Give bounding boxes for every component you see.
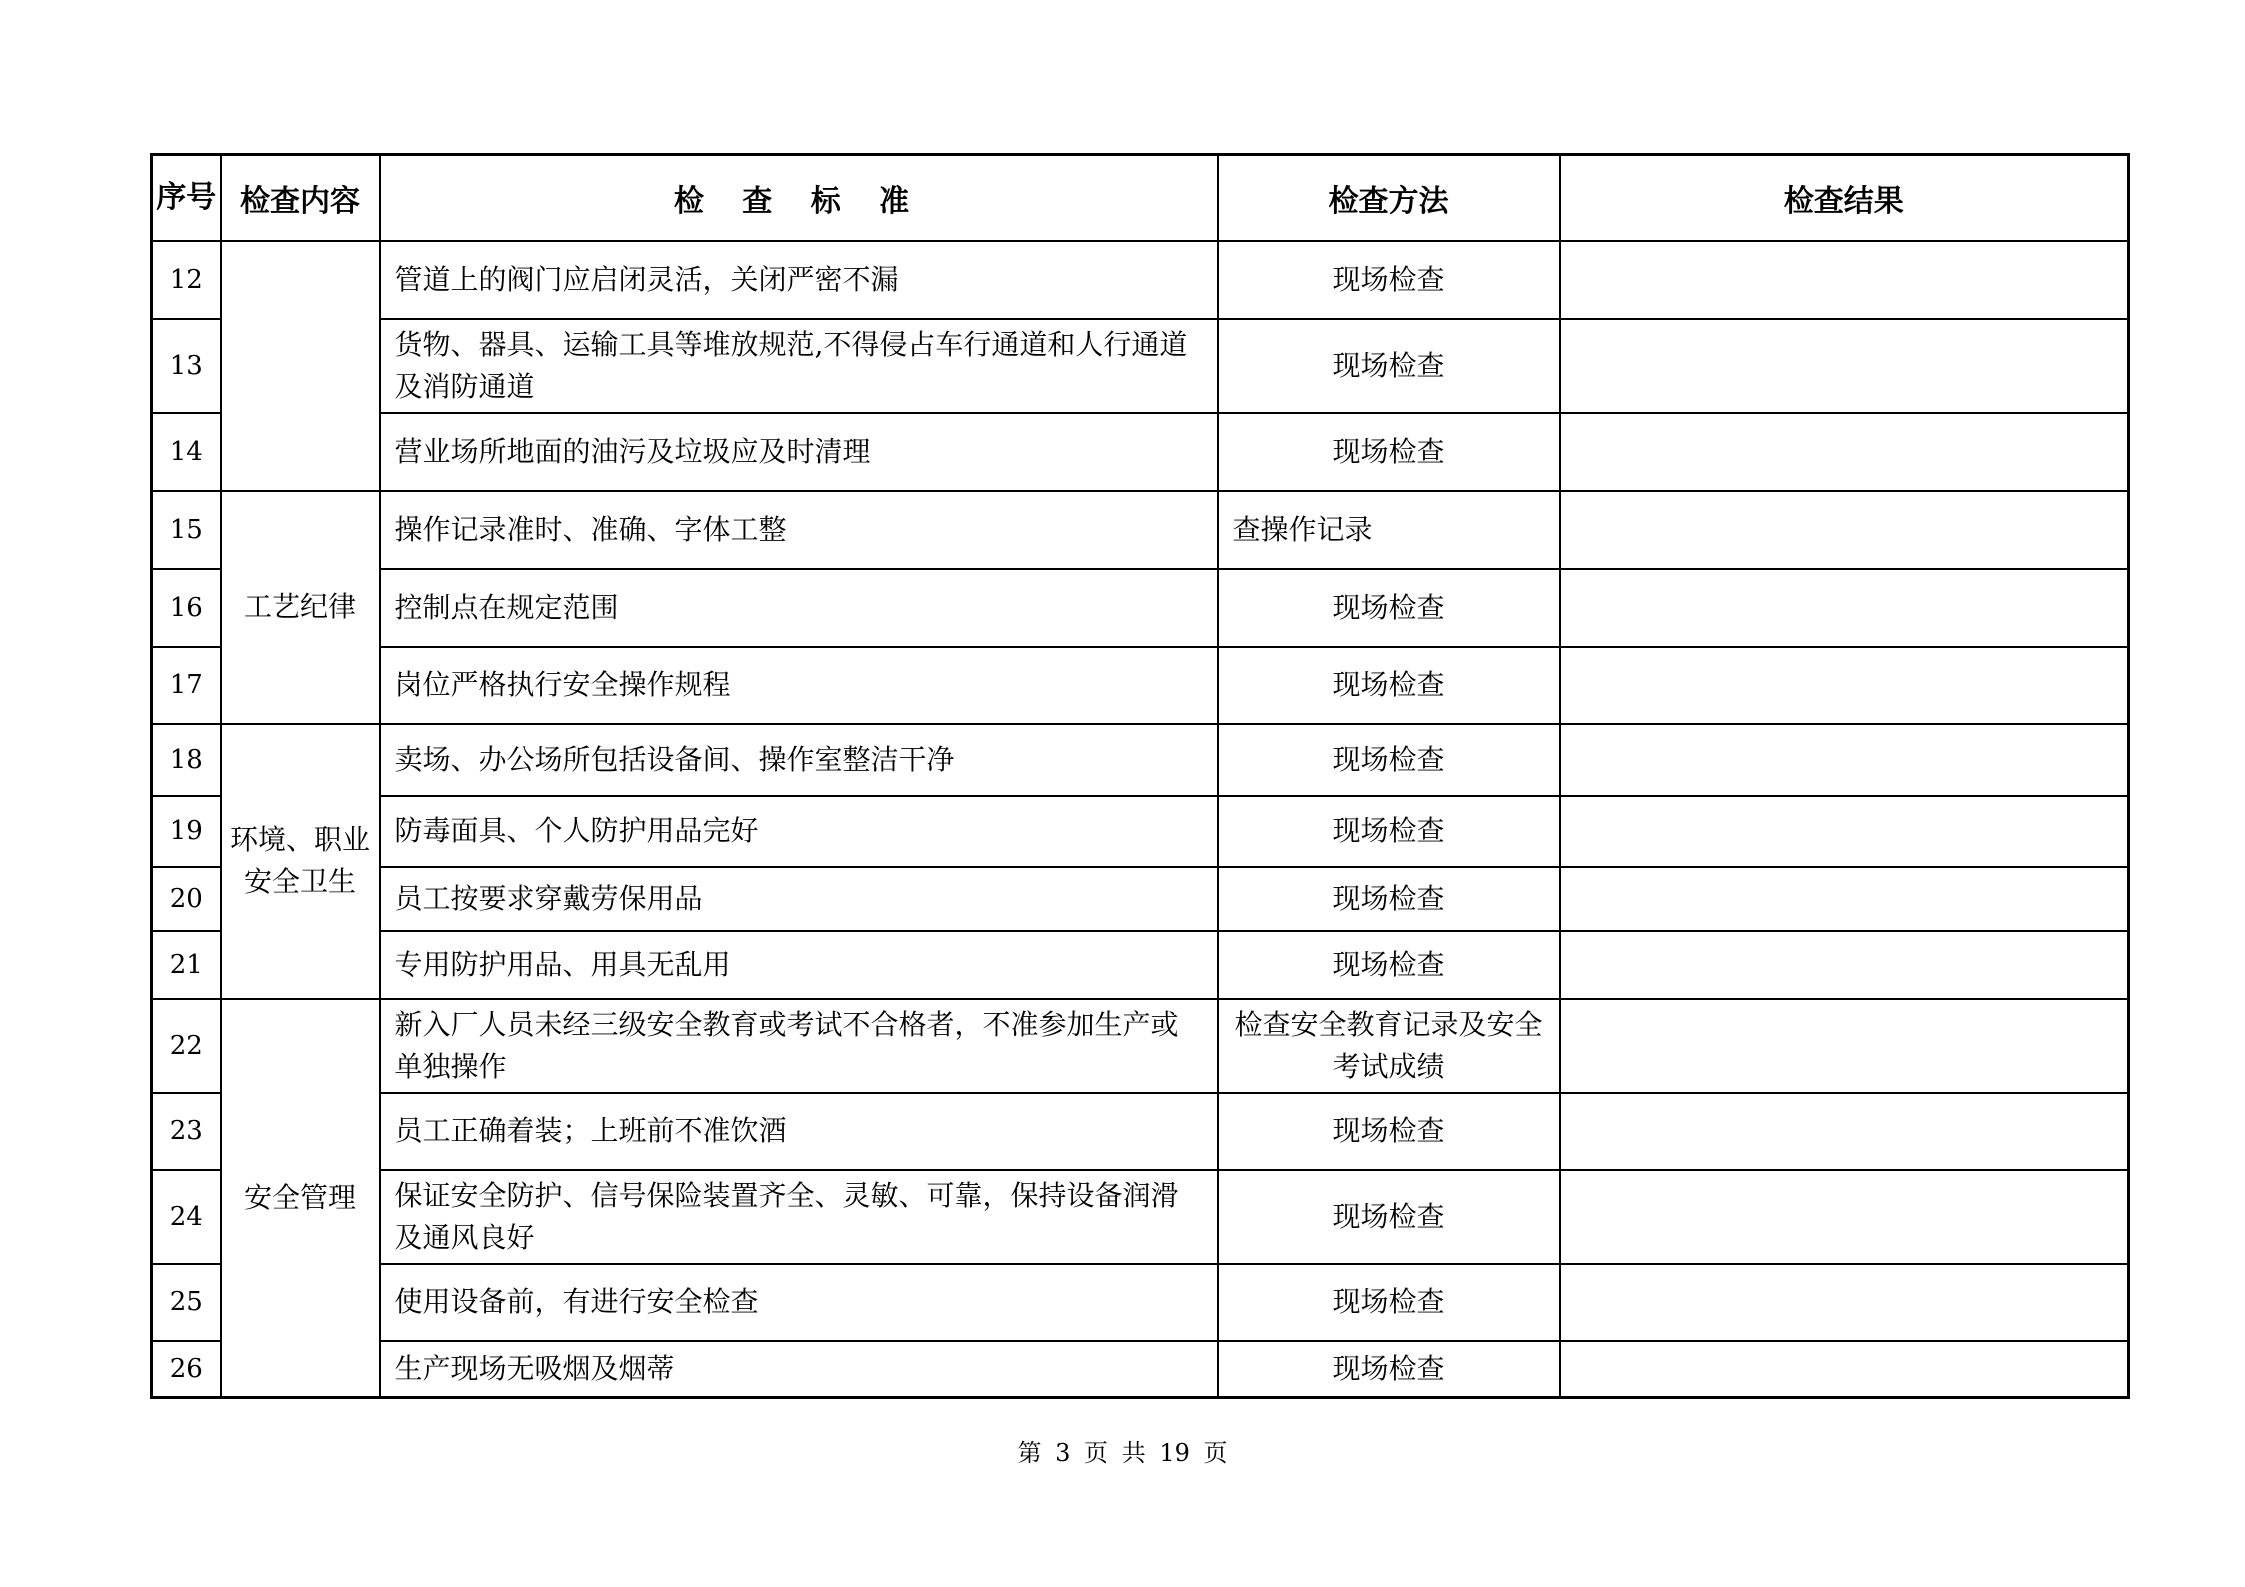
method-cell: 现场检查 — [1218, 931, 1560, 999]
row-number: 17 — [152, 647, 221, 724]
category-cell: 环境、职业安全卫生 — [221, 724, 380, 999]
method-cell: 现场检查 — [1218, 1264, 1560, 1341]
method-cell: 现场检查 — [1218, 647, 1560, 724]
standard-cell: 操作记录准时、准确、字体工整 — [380, 491, 1218, 569]
table-row — [152, 1264, 2129, 1341]
result-cell[interactable] — [1560, 931, 2129, 999]
standard-cell: 使用设备前，有进行安全检查 — [380, 1264, 1218, 1341]
footer-prefix: 第 — [1017, 1439, 1042, 1467]
header-result: 检查结果 — [1560, 155, 2129, 241]
row-number: 20 — [152, 867, 221, 931]
header-method: 检查方法 — [1218, 155, 1560, 241]
inspection-table — [150, 153, 2130, 1399]
footer-page-word: 页 — [1084, 1439, 1109, 1467]
table-row — [152, 796, 2129, 867]
method-cell: 现场检查 — [1218, 241, 1560, 319]
standard-cell: 保证安全防护、信号保险装置齐全、灵敏、可靠，保持设备润滑及通风良好 — [380, 1170, 1218, 1264]
row-number: 16 — [152, 569, 221, 647]
table-row — [152, 319, 2129, 413]
row-number: 26 — [152, 1341, 221, 1398]
header-content: 检查内容 — [221, 155, 380, 241]
table-row — [152, 647, 2129, 724]
method-cell: 现场检查 — [1218, 319, 1560, 413]
table-header-row — [152, 155, 2129, 241]
result-cell[interactable] — [1560, 413, 2129, 491]
result-cell[interactable] — [1560, 491, 2129, 569]
standard-cell: 员工按要求穿戴劳保用品 — [380, 867, 1218, 931]
standard-cell: 防毒面具、个人防护用品完好 — [380, 796, 1218, 867]
table-row — [152, 241, 2129, 319]
result-cell[interactable] — [1560, 867, 2129, 931]
method-cell: 现场检查 — [1218, 569, 1560, 647]
method-cell: 现场检查 — [1218, 413, 1560, 491]
table-row — [152, 1170, 2129, 1264]
row-number: 18 — [152, 724, 221, 796]
table-row — [152, 413, 2129, 491]
row-number: 12 — [152, 241, 221, 319]
method-cell: 现场检查 — [1218, 1170, 1560, 1264]
row-number: 23 — [152, 1093, 221, 1170]
method-cell: 现场检查 — [1218, 1341, 1560, 1398]
table-row — [152, 867, 2129, 931]
standard-cell: 岗位严格执行安全操作规程 — [380, 647, 1218, 724]
result-cell[interactable] — [1560, 999, 2129, 1093]
footer-suffix: 页 — [1203, 1439, 1228, 1467]
result-cell[interactable] — [1560, 1341, 2129, 1398]
result-cell[interactable] — [1560, 647, 2129, 724]
header-standard-label: 检 查 标 准 — [673, 183, 924, 219]
category-cell: 安全管理 — [221, 999, 380, 1398]
result-cell[interactable] — [1560, 319, 2129, 413]
row-number: 24 — [152, 1170, 221, 1264]
result-cell[interactable] — [1560, 1170, 2129, 1264]
footer-current-page: 3 — [1055, 1439, 1071, 1467]
header-index: 序号 — [152, 155, 221, 241]
category-cell: 工艺纪律 — [221, 491, 380, 724]
result-cell[interactable] — [1560, 1093, 2129, 1170]
row-number: 25 — [152, 1264, 221, 1341]
standard-cell: 营业场所地面的油污及垃圾应及时清理 — [380, 413, 1218, 491]
standard-cell: 新入厂人员未经三级安全教育或考试不合格者，不准参加生产或单独操作 — [380, 999, 1218, 1093]
table-row — [152, 999, 2129, 1093]
table-row — [152, 1093, 2129, 1170]
result-cell[interactable] — [1560, 1264, 2129, 1341]
table-row — [152, 491, 2129, 569]
standard-cell: 生产现场无吸烟及烟蒂 — [380, 1341, 1218, 1398]
footer-total-pages: 19 — [1159, 1439, 1190, 1467]
inspection-sheet — [150, 153, 2127, 1399]
row-number: 19 — [152, 796, 221, 867]
standard-cell: 卖场、办公场所包括设备间、操作室整洁干净 — [380, 724, 1218, 796]
method-cell: 现场检查 — [1218, 867, 1560, 931]
result-cell[interactable] — [1560, 241, 2129, 319]
method-cell: 现场检查 — [1218, 724, 1560, 796]
standard-cell: 员工正确着装；上班前不准饮酒 — [380, 1093, 1218, 1170]
standard-cell: 管道上的阀门应启闭灵活，关闭严密不漏 — [380, 241, 1218, 319]
row-number: 13 — [152, 319, 221, 413]
header-standard — [380, 155, 1218, 241]
method-cell: 现场检查 — [1218, 1093, 1560, 1170]
table-row — [152, 569, 2129, 647]
method-cell: 检查安全教育记录及安全考试成绩 — [1218, 999, 1560, 1093]
standard-cell: 控制点在规定范围 — [380, 569, 1218, 647]
standard-cell: 货物、器具、运输工具等堆放规范,不得侵占车行通道和人行通道及消防通道 — [380, 319, 1218, 413]
page-footer — [0, 1433, 2245, 1468]
result-cell[interactable] — [1560, 724, 2129, 796]
row-number: 14 — [152, 413, 221, 491]
category-cell — [221, 241, 380, 491]
row-number: 22 — [152, 999, 221, 1093]
table-row — [152, 931, 2129, 999]
standard-cell: 专用防护用品、用具无乱用 — [380, 931, 1218, 999]
table-row — [152, 1341, 2129, 1398]
result-cell[interactable] — [1560, 569, 2129, 647]
result-cell[interactable] — [1560, 796, 2129, 867]
row-number: 15 — [152, 491, 221, 569]
row-number: 21 — [152, 931, 221, 999]
method-cell: 现场检查 — [1218, 796, 1560, 867]
table-row — [152, 724, 2129, 796]
method-cell: 查操作记录 — [1218, 491, 1560, 569]
footer-total-word: 共 — [1121, 1439, 1146, 1467]
